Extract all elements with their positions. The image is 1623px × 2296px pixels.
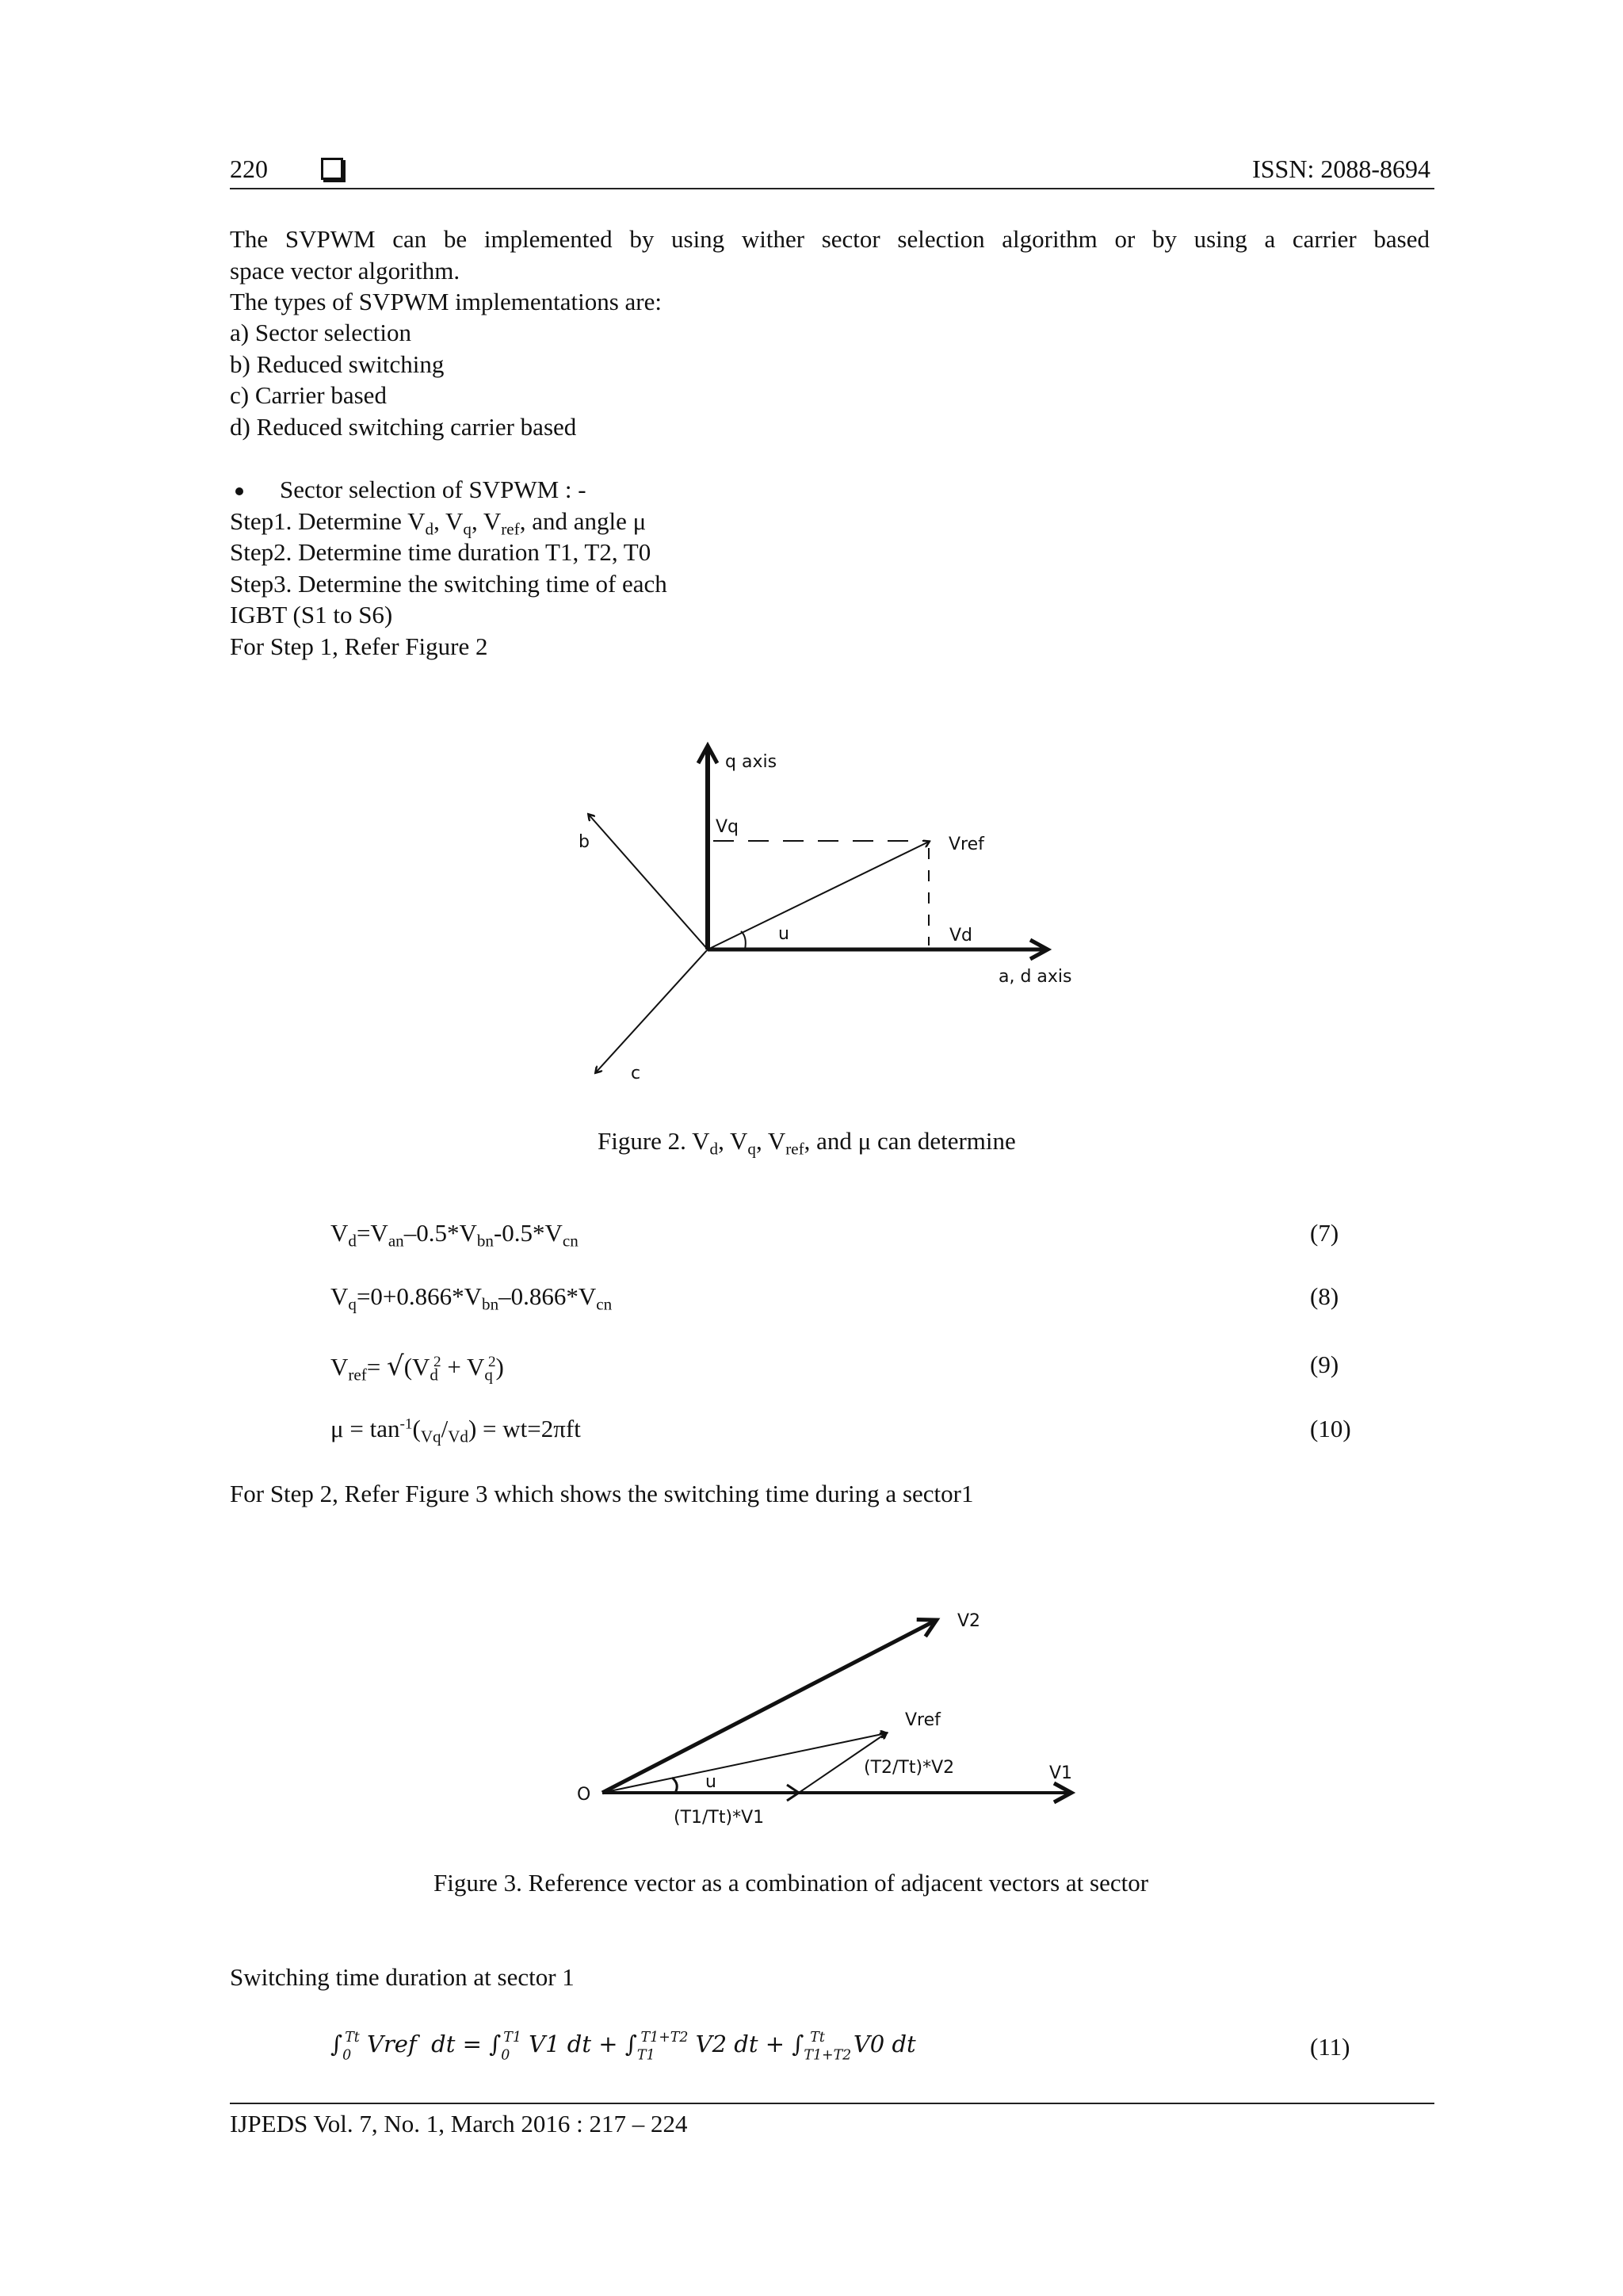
types-intro: The types of SVPWM implementations are: bbox=[230, 288, 662, 315]
figure3-caption: Figure 3. Reference vector as a combination of adjacent vectors at sector bbox=[433, 1869, 1149, 1897]
header-rule bbox=[230, 188, 1434, 189]
type-item-a: a) Sector selection bbox=[230, 319, 411, 346]
c-vector bbox=[596, 949, 708, 1072]
angle-arc bbox=[741, 931, 746, 949]
equation-9: $V_{ref}= √(V_d^2 + V_q^2)$ bbox=[330, 1350, 504, 1385]
type-item-d: d) Reduced switching carrier based bbox=[230, 413, 577, 441]
figure2-diagram bbox=[555, 733, 1125, 1094]
b-label: b bbox=[579, 832, 590, 852]
b-vector bbox=[589, 815, 708, 949]
t1v1-label: (T1/Tt)*V1 bbox=[674, 1808, 765, 1828]
vref-label: Vref bbox=[905, 1710, 941, 1730]
equation-10: $\mu = \tan^{-1}(_{Vq}/_{Vd}) = wt=2\pi ft$ bbox=[330, 1415, 581, 1446]
for-step1: For Step 1, Refer Figure 2 bbox=[230, 632, 488, 660]
figure2-caption: Figure 2. $V_d$, $V_q$, $V_{ref}$, and μ can determine bbox=[598, 1127, 1016, 1159]
figure3-diagram bbox=[563, 1597, 1133, 1835]
bullet-item: Sector selection of SVPWM : - bbox=[280, 476, 586, 503]
equation-7: $V_d=V_{an}-0.5*V_{bn}-0.5*V_{cn}$ bbox=[330, 1219, 579, 1251]
step1: Step1. Determine $V_d$, $V_q$, $V_{ref}$, and angle μ bbox=[230, 507, 647, 539]
angle-arc bbox=[672, 1778, 677, 1793]
for-step2: For Step 2, Refer Figure 3 which shows the switching time during a sector1 bbox=[230, 1480, 974, 1507]
page-number: 220 bbox=[230, 155, 268, 183]
equation-11-number: (11) bbox=[1310, 2033, 1350, 2061]
u-label: u bbox=[778, 924, 789, 944]
v1-label: V1 bbox=[1049, 1763, 1073, 1783]
step2: Step2. Determine time duration T1, T2, T0 bbox=[230, 538, 651, 566]
bullet-icon bbox=[235, 484, 243, 499]
equation-9-number: (9) bbox=[1310, 1350, 1339, 1378]
type-item-c: c) Carrier based bbox=[230, 381, 387, 409]
equation-10-number: (10) bbox=[1310, 1415, 1351, 1442]
equation-11: $\int_0^{Tt}$ Vref dt = $\int_0^{T1}$ V1 dt + $\int_{T1}^{T1+T2}$ V2 dt + $\int_{T1+T2}^{Tt}$ V0 dt bbox=[330, 2029, 916, 2064]
vq-label: Vq bbox=[716, 817, 739, 837]
footer-citation: IJPEDS Vol. 7, No. 1, March 2016 : 217 – 224 bbox=[230, 2110, 688, 2137]
vref-label: Vref bbox=[949, 835, 984, 854]
type-item-b: b) Reduced switching bbox=[230, 350, 445, 378]
equation-8-number: (8) bbox=[1310, 1282, 1339, 1310]
intro-paragraph-line1: The SVPWM can be implemented by using wither sector selection algorithm or by using a carrier based bbox=[230, 225, 1430, 253]
footer-rule bbox=[230, 2103, 1434, 2104]
o-label: O bbox=[577, 1785, 591, 1805]
t2v2-label: (T2/Tt)*V2 bbox=[864, 1758, 955, 1778]
vref-vector bbox=[708, 842, 929, 949]
step3-line2: IGBT (S1 to S6) bbox=[230, 601, 393, 628]
u-label: u bbox=[705, 1772, 716, 1792]
v2-label: V2 bbox=[957, 1611, 981, 1631]
equation-7-number: (7) bbox=[1310, 1219, 1339, 1247]
c-label: c bbox=[631, 1064, 641, 1083]
issn: ISSN: 2088-8694 bbox=[1252, 155, 1430, 183]
q-axis-label: q axis bbox=[725, 752, 777, 772]
ad-axis-label: a, d axis bbox=[999, 967, 1072, 987]
step3-line1: Step3. Determine the switching time of each bbox=[230, 570, 667, 598]
vd-label: Vd bbox=[949, 926, 973, 946]
switching-heading: Switching time duration at sector 1 bbox=[230, 1963, 575, 1991]
box-icon bbox=[321, 158, 343, 184]
intro-paragraph-line2: space vector algorithm. bbox=[230, 257, 460, 285]
equation-8: $V_q=0+0.866*V_{bn}-0.866*V_{cn}$ bbox=[330, 1282, 613, 1314]
